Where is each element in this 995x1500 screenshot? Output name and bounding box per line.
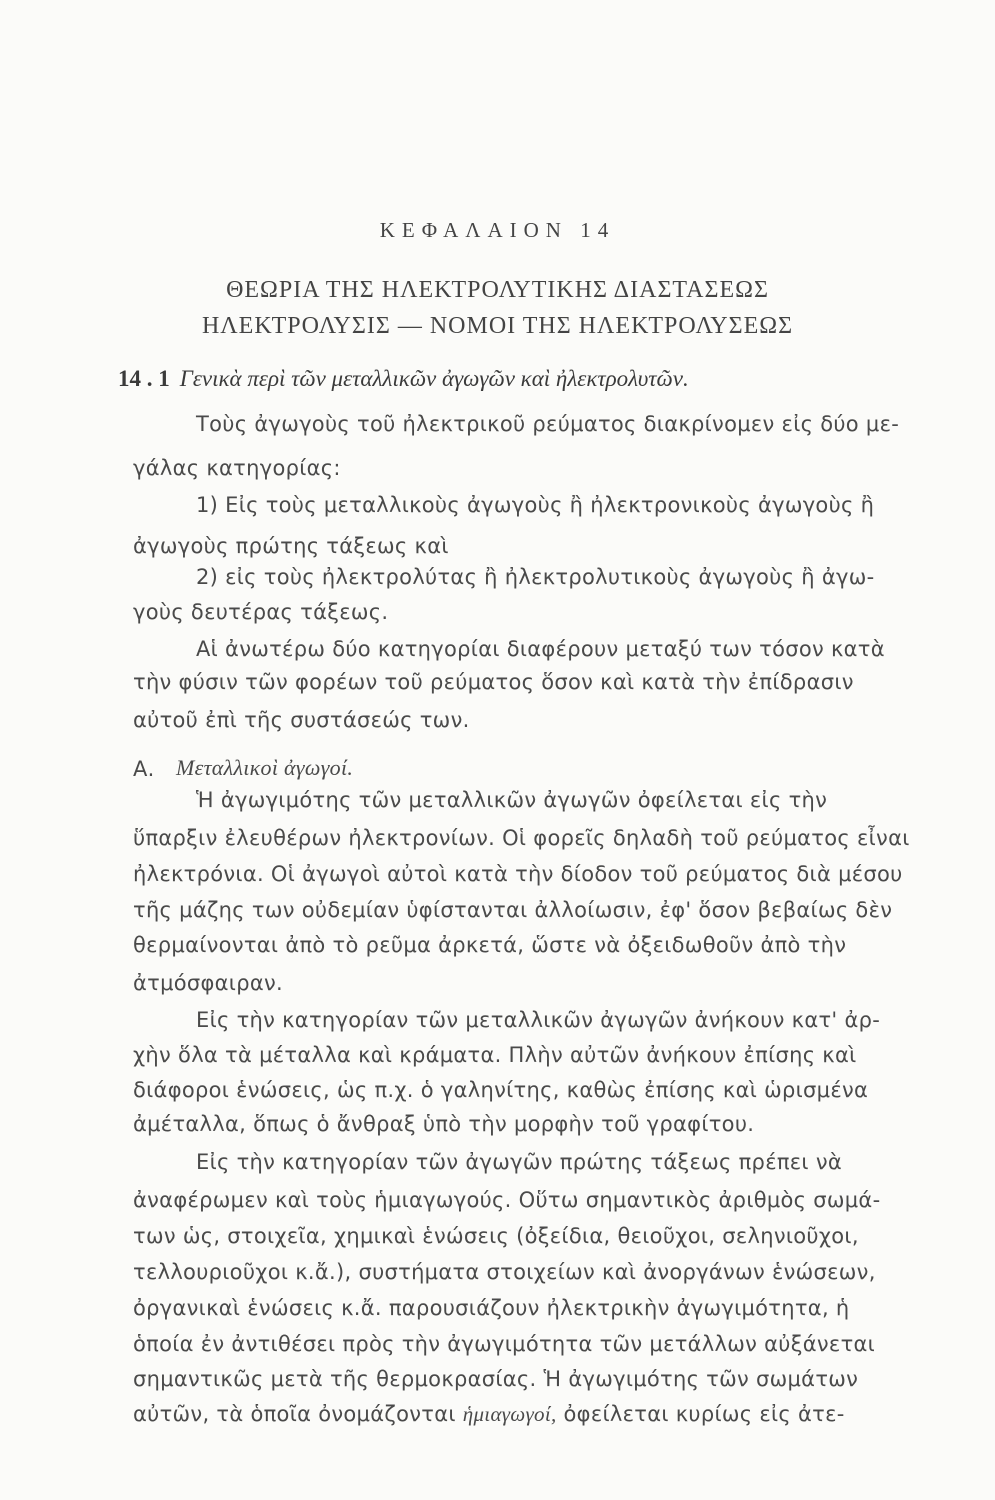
text-line: ἀγωγοὺς πρώτης τάξεως καὶ [133,534,449,558]
text-line: αὐτοῦ ἐπὶ τῆς συστάσεώς των. [133,708,470,732]
text-line [133,1402,845,1427]
chapter-title-line-1: ΘΕΩΡΙΑ ΤΗΣ ΗΛΕΚΤΡΟΛΥΤΙΚΗΣ ΔΙΑΣΤΑΣΕΩΣ [226,277,769,303]
text-line: ἀναφέρωμεν καὶ τοὺς ἡμιαγωγούς. Οὕτω σημαντικὸς ἀριθμὸς σωμά- [133,1188,881,1212]
text-line: γοὺς δευτέρας τάξεως. [133,600,389,624]
text-line: 2) εἰς τοὺς ἠλεκτρολύτας ἢ ἠλεκτρολυτικοὺς ἀγωγοὺς ἢ ἀγω- [196,565,875,589]
text-line: ἀτμόσφαιραν. [133,971,283,995]
text-line: τελλουριοῦχοι κ.ἄ.), συστήματα στοιχείων καὶ ἀνοργάνων ἑνώσεων, [133,1260,876,1284]
text-line: Εἰς τὴν κατηγορίαν τῶν μεταλλικῶν ἀγωγῶν ἀνήκουν κατ' ἀρ- [196,1008,881,1032]
text-line: θερμαίνονται ἀπὸ τὸ ρεῦμα ἀρκετά, ὥστε νὰ ὀξειδωθοῦν ἀπὸ τὴν [133,933,847,957]
text-line: τὴν φύσιν τῶν φορέων τοῦ ρεύματος ὅσον καὶ κατὰ τὴν ἐπίδρασιν [133,670,854,694]
section-heading [118,366,689,392]
text-line: διάφοροι ἑνώσεις, ὡς π.χ. ὁ γαληνίτης, καθὼς ἐπίσης καὶ ὡρισμένα [133,1078,869,1102]
text-line: Ἡ ἀγωγιμότης τῶν μεταλλικῶν ἀγωγῶν ὀφείλεται εἰς τὴν [196,788,828,812]
text-line: γάλας κατηγορίας: [133,456,341,480]
text-fragment: αὐτῶν, τὰ ὁποῖα ὀνομάζονται [133,1402,456,1426]
italic-term: ἡμιαγωγοί, [462,1402,557,1426]
chapter-title-line-2: ΗΛΕΚΤΡΟΛΥΣΙΣ — ΝΟΜΟΙ ΤΗΣ ΗΛΕΚΤΡΟΛΥΣΕΩΣ [201,313,794,339]
subsection-letter: Α. [133,757,155,781]
text-line: 1) Εἰς τοὺς μεταλλικοὺς ἀγωγοὺς ἢ ἠλεκτρονικοὺς ἀγωγοὺς ἢ [196,493,875,517]
section-number: 14 . 1 [118,366,170,391]
text-line: ὁποία ἐν ἀντιθέσει πρὸς τὴν ἀγωγιμότητα τῶν μετάλλων αὐξάνεται [133,1332,876,1356]
text-line: Αἱ ἀνωτέρω δύο κατηγορίαι διαφέρουν μεταξύ των τόσον κατὰ [196,637,885,661]
text-line: Τοὺς ἀγωγοὺς τοῦ ἠλεκτρικοῦ ρεύματος διακρίνομεν εἰς δύο με- [196,412,900,436]
text-line: τῆς μάζης των οὐδεμίαν ὑφίστανται ἀλλοίωσιν, ἐφ' ὅσον βεβαίως δὲν [133,898,893,922]
text-line: ὀργανικαὶ ἑνώσεις κ.ἄ. παρουσιάζουν ἠλεκτρικὴν ἀγωγιμότητα, ἡ [133,1296,850,1320]
text-line: ἀμέταλλα, ὅπως ὁ ἄνθραξ ὑπὸ τὴν μορφὴν τοῦ γραφίτου. [133,1112,755,1136]
text-line: Εἰς τὴν κατηγορίαν τῶν ἀγωγῶν πρώτης τάξεως πρέπει νὰ [196,1150,842,1174]
text-line: χὴν ὅλα τὰ μέταλλα καὶ κράματα. Πλὴν αὐτῶν ἀνήκουν ἐπίσης καὶ [133,1043,857,1067]
subsection-title: Μεταλλικοὶ ἀγωγοί. [176,755,354,780]
chapter-heading: ΚΕΦΑΛΑΙΟΝ 14 [379,218,616,242]
text-line: ὕπαρξιν ἐλευθέρων ἠλεκτρονίων. Οἱ φορεῖς δηλαδὴ τοῦ ρεύματος εἶναι [133,826,910,850]
text-line: των ὡς, στοιχεῖα, χημικαὶ ἑνώσεις (ὀξείδια, θειοῦχοι, σεληνιοῦχοι, [133,1224,859,1248]
text-line: σημαντικῶς μετὰ τῆς θερμοκρασίας. Ἡ ἀγωγιμότης τῶν σωμάτων [133,1367,859,1391]
text-line: ἠλεκτρόνια. Οἱ ἀγωγοὶ αὐτοὶ κατὰ τὴν δίοδον τοῦ ρεύματος διὰ μέσου [133,862,903,886]
text-fragment: ὀφείλεται κυρίως εἰς ἀτε- [563,1402,845,1426]
section-title: Γενικὰ περὶ τῶν μεταλλικῶν ἀγωγῶν καὶ ἠλεκτρολυτῶν. [179,366,689,391]
